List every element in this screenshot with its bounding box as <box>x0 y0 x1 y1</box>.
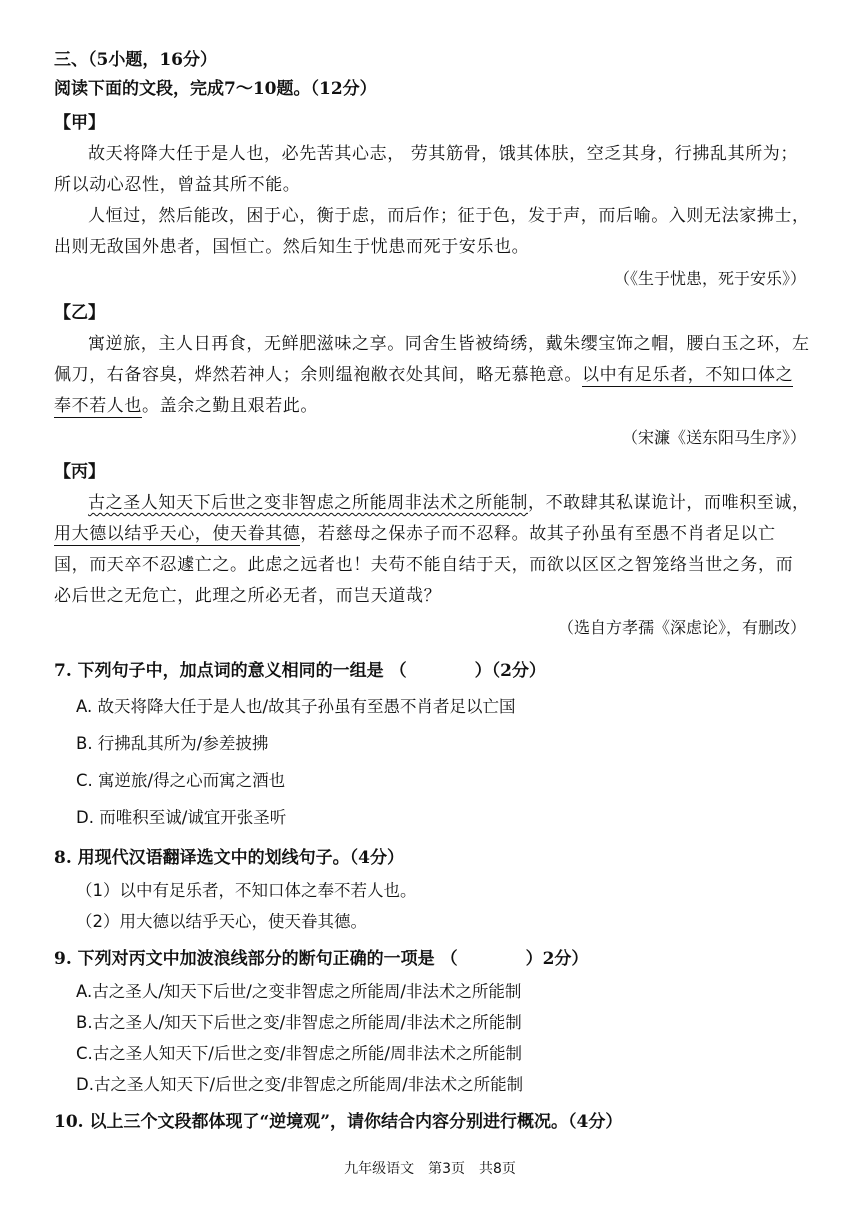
section-instruction: 阅读下面的文段，完成7～10题。（12分） <box>54 79 377 99</box>
passage-bing-paragraph <box>54 488 810 612</box>
passage-yi-underlined-sentence: 以中有足乐者，不知口体之奉不若人也 <box>54 365 794 416</box>
question-7-option-d: D. 而唯积至诚/诚宜开张圣听 <box>76 808 287 827</box>
question-7-option-a: A. 故天将降大任于是人也/故其子孙虽有至愚不肖者足以亡国 <box>76 697 516 716</box>
question-8-stem: 8. 用现代汉语翻译选文中的划线句子。（4分） <box>54 848 404 868</box>
page-footer: 九年级语文 第3页 共8页 <box>344 1161 516 1177</box>
question-9-option-c: C.古之圣人知天下/后世之变/非智虑之所能/周非法术之所能制 <box>76 1044 522 1063</box>
passage-jia-source: （《生于忧患，死于安乐》） <box>613 269 806 288</box>
passage-bing-label: 【丙】 <box>54 462 105 482</box>
passage-bing-underlined-sentence: 用大德以结乎天心，使天眷其德 <box>54 524 301 544</box>
question-8-item-2: （2）用大德以结乎天心，使天眷其德。 <box>76 912 367 931</box>
passage-yi-paragraph <box>54 329 810 422</box>
passage-yi-text-after: 。盖余之勤且艰若此。 <box>142 396 318 416</box>
question-10-stem: 10. 以上三个文段都体现了“逆境观”，请你结合内容分别进行概况。（4分） <box>54 1112 623 1132</box>
passage-yi-label: 【乙】 <box>54 303 105 323</box>
passage-yi-text-before: 寓逆旅，主人日再食，无鲜肥滋味之享。同舍生皆被绮绣，戴朱缨宝饰之帽，腰白玉之环，左佩刀，右备容臭，烨然若神人；余则缊袍敝衣处其间，略无慕艳意。 <box>54 334 810 385</box>
question-7-option-c: C. 寓逆旅/得之心而寓之酒也 <box>76 771 286 790</box>
passage-bing-text-mid: ，不敢肆其私谋诡计，而唯积至诚， <box>528 493 810 513</box>
section-heading: 三、（5小题，16分） <box>54 50 217 70</box>
question-8-item-1: （1）以中有足乐者，不知口体之奉不若人也。 <box>76 881 417 900</box>
question-9-option-d: D.古之圣人知天下/后世之变/非智虑之所能周/非法术之所能制 <box>76 1075 524 1094</box>
passage-jia-paragraph-1: 故天将降大任于是人也，必先苦其心志， 劳其筋骨，饿其体肤，空乏其身，行拂乱其所为；所以动心忍性，曾益其所不能。 <box>54 144 799 195</box>
passage-yi-source: （宋濂《送东阳马生序》） <box>621 428 806 447</box>
question-7-option-b: B. 行拂乱其所为/参差披拂 <box>76 734 269 753</box>
passage-bing-source: （选自方孝孺《深虑论》，有删改） <box>557 618 806 637</box>
passage-bing-text-rest: ，若慈母之保赤子而不忍释。故其子孙虽有至愚不肖者足以亡国，而天卒不忍遽亡之。此虑之远者也！夫苟不能自结于天，而欲以区区之智笼络当世之务，而必后世之无危亡，此理之所必无者，而岂天道哉？ <box>54 524 794 606</box>
passage-bing-wavy-sentence: 古之圣人知天下后世之变非智虑之所能周非法术之所能制 <box>88 493 528 513</box>
passage-jia-paragraph-2: 人恒过，然后能改，困于心，衡于虑，而后作；征于色，发于声，而后喻。入则无法家拂士，出则无敌国外患者，国恒亡。然后知生于忧患而死于安乐也。 <box>54 206 810 257</box>
question-9-option-a: A.古之圣人/知天下后世/之变非智虑之所能周/非法术之所能制 <box>76 982 522 1001</box>
passage-jia-label: 【甲】 <box>54 113 105 133</box>
question-9-option-b: B.古之圣人/知天下后世之变/非智虑之所能周/非法术之所能制 <box>76 1013 522 1032</box>
question-9-stem: 9. 下列对丙文中加波浪线部分的断句正确的一项是 （ ）2分） <box>54 949 589 969</box>
question-7-stem: 7. 下列句子中，加点词的意义相同的一组是 （ ）（2分） <box>54 661 546 681</box>
